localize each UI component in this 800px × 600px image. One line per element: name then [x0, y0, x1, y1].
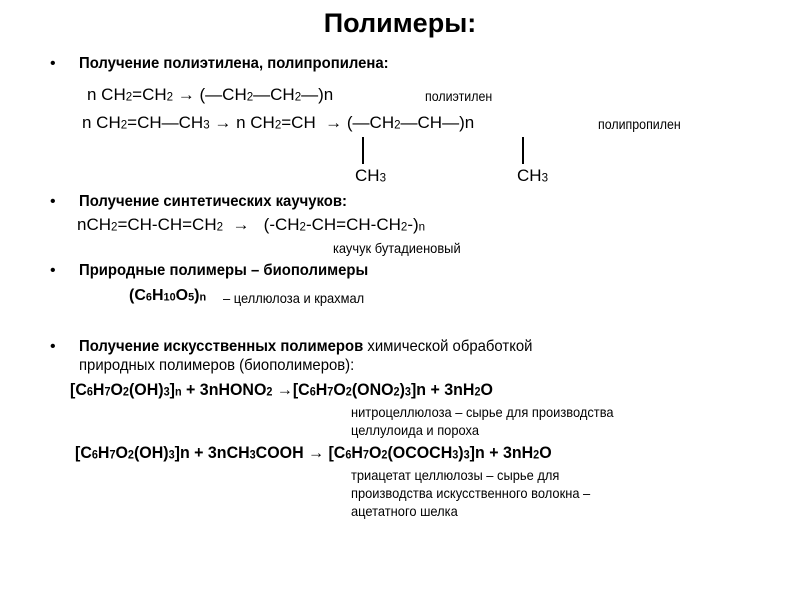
bullet-3: •: [50, 262, 56, 279]
note-triacetate-line2: производства искусственного волокна –: [351, 485, 591, 501]
note-cellulose-starch: – целлюлоза и крахмал: [223, 290, 365, 306]
bullet-1: •: [50, 55, 56, 72]
bullet-4: •: [50, 338, 56, 355]
heading-artificial-polymers-line2: природных полимеров (биополимеров):: [79, 357, 355, 374]
slide-title: Полимеры:: [323, 8, 477, 38]
label-butadiene-rubber: каучук бутадиеновый: [333, 240, 461, 256]
note-nitrocellulose-line1: нитроцеллюлоза – сырье для производства: [351, 404, 614, 420]
bullet-2: •: [50, 193, 56, 210]
heading-biopolymers: Природные полимеры – биополимеры: [79, 262, 369, 279]
note-triacetate-line3: ацетатного шелка: [351, 503, 458, 519]
heading-synthetic-rubber: Получение синтетических каучуков:: [79, 193, 347, 210]
label-polyethylene: полиэтилен: [425, 89, 493, 104]
branch-ch3-1: $CH_3$: [355, 166, 386, 185]
heading-polyethylene-polypropylene: Получение полиэтилена, полипропилена:: [79, 55, 389, 72]
note-nitrocellulose-line2: целлулоида и пороха: [351, 422, 479, 438]
formula-cellulose: $(C_6H_{10}O_5)_n$: [129, 287, 207, 304]
reaction-cellulose-triacetate: $[C_6H_7O_2(OH)_3]n$ + 3nCH$_3$COOH → $[C_6H_7O_2(OCOCH_3)_3]n + 3nH_2O$: [75, 443, 552, 462]
equation-polypropylene: n $CH_2=CH—CH_3 \to n$ $CH_2=CH$ → $(—CH_2—CH—)n$: [82, 113, 475, 132]
heading-artificial-polymers: Получение искусственных полимеров химической обработкой: [79, 338, 533, 355]
equation-butadiene-rubber: $nCH_2=CH-CH=CH_2 \to (-CH_2-CH=CH-CH_2-)_n$: [77, 215, 426, 234]
note-triacetate-line1: триацетат целлюлозы – сырье для: [351, 467, 560, 483]
bond-line-1: [362, 137, 364, 164]
bond-line-2: [522, 137, 524, 164]
reaction-nitrocellulose: $[C_6H_7O_2(OH)_3]_n$ + 3nHONO$_2$ $\to[C_6H_7O_2(ONO_2)_3]n + 3nH_2O$: [70, 380, 493, 399]
label-polypropylene: полипропилен: [598, 117, 681, 132]
equation-polyethylene: n $CH_2=CH_2$ → $(—CH_2—CH_2—)n$: [87, 85, 334, 104]
branch-ch3-2: $CH_3$: [517, 166, 548, 185]
